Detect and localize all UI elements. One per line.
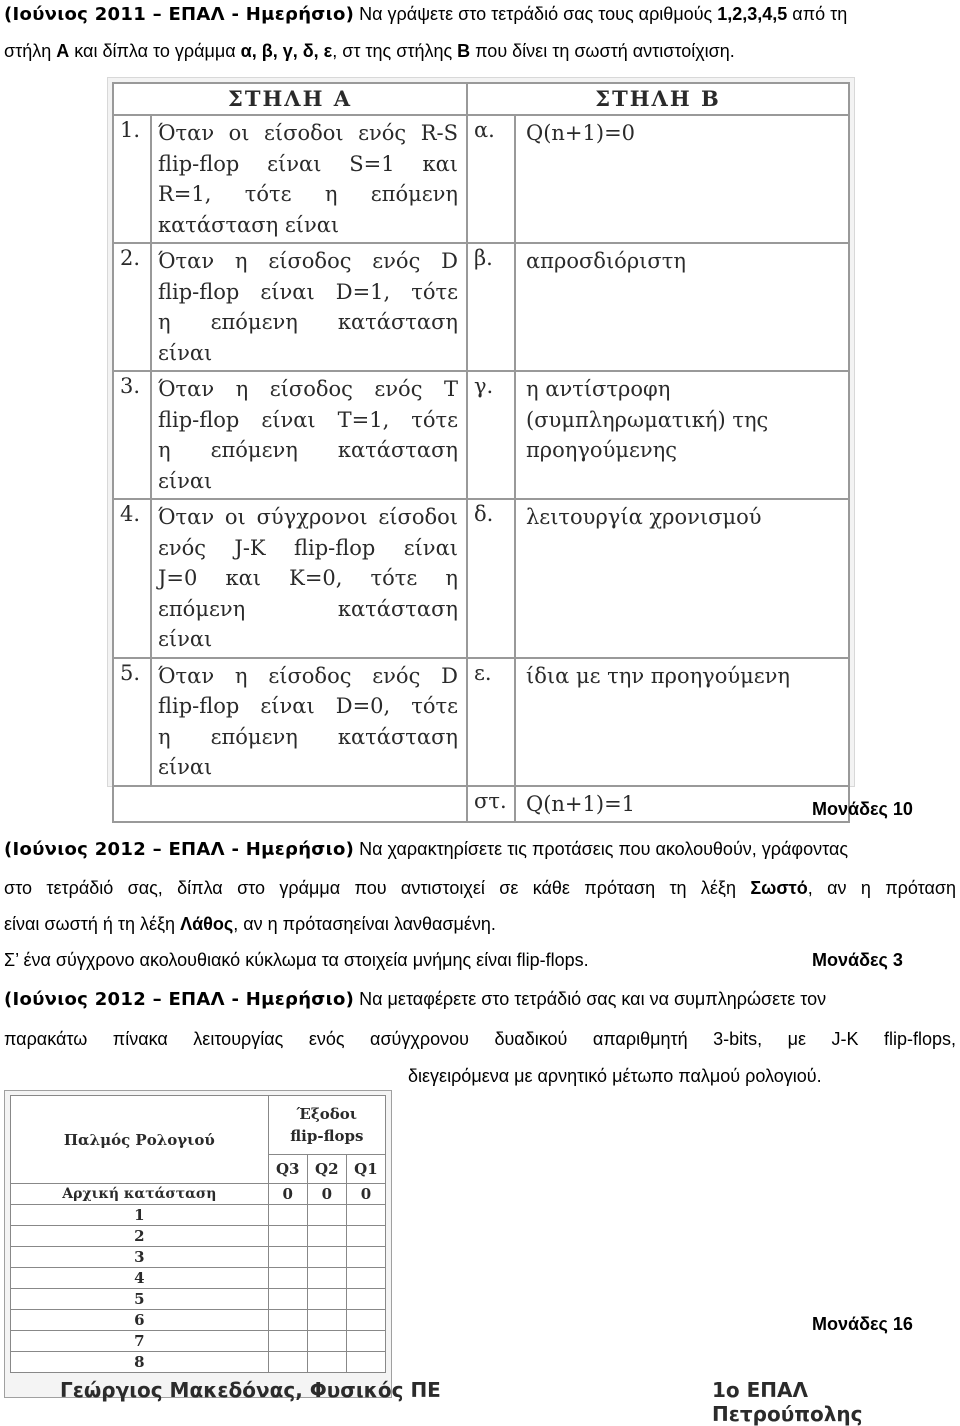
- q1-intro-line1: [4, 3, 956, 26]
- column-b-answer: [515, 115, 849, 243]
- empty-output-cell[interactable]: [268, 1352, 307, 1373]
- q3-intro-line1: [4, 988, 956, 1011]
- q2-intro-line2: [4, 877, 956, 899]
- matching-table: [107, 77, 855, 816]
- statement-line: flip-flop είναι D=1, τότε: [158, 279, 458, 304]
- q1-col-a: Α: [56, 41, 70, 61]
- column-a-statement: [151, 658, 467, 786]
- q3-points: Μονάδες 16: [812, 1314, 913, 1334]
- footer-school: 1ο ΕΠΑΛ Πετρούπολης: [712, 1378, 863, 1426]
- empty-output-cell[interactable]: [307, 1247, 346, 1268]
- word-correct: Σωστό: [750, 878, 808, 898]
- column-a-statement: [151, 371, 467, 499]
- empty-output-cell[interactable]: [307, 1268, 346, 1289]
- empty-output-cell[interactable]: [307, 1289, 346, 1310]
- row-letter: δ.: [467, 499, 515, 658]
- q3-text-a: Να μεταφέρετε στο τετράδιό σας και να συμπληρώσετε τον: [354, 989, 827, 1009]
- q2-text: , αν η πρόταση: [807, 878, 956, 898]
- pulse-number: 4: [11, 1268, 269, 1289]
- pulse-number: 5: [11, 1289, 269, 1310]
- pulse-row: [11, 1247, 386, 1268]
- empty-output-cell[interactable]: [307, 1226, 346, 1247]
- statement-line: ενός J-K flip-flop είναι: [158, 535, 458, 560]
- matching-row: [113, 499, 849, 658]
- empty-output-cell[interactable]: [268, 1226, 307, 1247]
- row-letter: στ.: [467, 786, 515, 823]
- statement-line: Όταν οι σύγχρονοι είσοδοι: [158, 505, 458, 529]
- matching-row: [113, 658, 849, 786]
- q1-text: που δίνει τη σωστή αντιστοίχιση.: [470, 41, 735, 61]
- q1-col-b: Β: [457, 41, 471, 61]
- column-a-header: ΣΤΗΛΗ Α: [113, 83, 467, 115]
- initial-q2: 0: [307, 1184, 346, 1205]
- answer-line: ίδια με την προηγούμενη: [526, 663, 791, 688]
- q3-intro-line3: διεγειρόμενα με αρνητικό μέτωπο παλμού ρολογιού.: [408, 1066, 822, 1086]
- footer-author: Γεώργιος Μακεδόνας, Φυσικός ΠΕ: [60, 1378, 441, 1402]
- pulse-row: [11, 1331, 386, 1352]
- empty-output-cell[interactable]: [346, 1310, 385, 1331]
- answer-line: λειτουργία χρονισμού: [526, 505, 762, 529]
- empty-output-cell[interactable]: [346, 1268, 385, 1289]
- word-wrong: Λάθος: [180, 914, 234, 934]
- column-a-statement: [151, 115, 467, 243]
- empty-output-cell[interactable]: [346, 1331, 385, 1352]
- empty-output-cell[interactable]: [307, 1352, 346, 1373]
- answer-line: Q(n+1)=0: [526, 121, 636, 145]
- initial-state-label: Αρχική κατάσταση: [11, 1184, 269, 1205]
- statement-line: flip-flop είναι S=1 και: [158, 151, 458, 176]
- empty-output-cell[interactable]: [268, 1268, 307, 1289]
- q2-text: είναι σωστή ή τη λέξη: [4, 914, 181, 934]
- statement-line: flip-flop είναι T=1, τότε: [158, 407, 458, 432]
- statement-line: είναι: [158, 627, 213, 651]
- q2-text: , αν η πρότασηείναι λανθασμένη.: [233, 914, 496, 934]
- q2-intro-line1: [4, 838, 956, 861]
- q1-header: (Ιούνιος 2011 – ΕΠΑΛ - Ημερήσιο): [4, 4, 355, 25]
- empty-output-cell[interactable]: [346, 1289, 385, 1310]
- statement-line: Όταν οι είσοδοι ενός R-S: [158, 121, 458, 145]
- matching-row: [113, 115, 849, 243]
- q1-text: και δίπλα το γράμμα: [69, 41, 241, 61]
- statement-line: επόμενη κατάσταση: [158, 596, 458, 621]
- row-letter: ε.: [467, 658, 515, 786]
- empty-output-cell[interactable]: [346, 1226, 385, 1247]
- outputs-header-line1: Έξοδοι: [296, 1105, 358, 1123]
- row-number: 2.: [113, 243, 151, 371]
- matching-row: [113, 243, 849, 371]
- initial-state-row: [11, 1184, 386, 1205]
- pulse-row: [11, 1310, 386, 1331]
- pulse-row: [11, 1289, 386, 1310]
- answer-line: απροσδιόριστη: [526, 249, 686, 273]
- pulse-number: 6: [11, 1310, 269, 1331]
- statement-line: J=0 και K=0, τότε η: [158, 566, 458, 590]
- empty-output-cell[interactable]: [346, 1247, 385, 1268]
- bit-header-q1: Q1: [346, 1155, 385, 1184]
- q1-numbers: 1,2,3,4,5: [717, 4, 788, 24]
- q3-intro-line2: παρακάτω πίνακα λειτουργίας ενός ασύγχρονου δυαδικού απαριθμητή 3-bits, με J-K flip-flops,: [4, 1029, 956, 1049]
- q1-instruction-a: Να γράψετε στο τετράδιό σας τους αριθμούς: [354, 4, 718, 24]
- empty-output-cell[interactable]: [346, 1205, 385, 1226]
- column-b-answer: Q(n+1)=1: [515, 786, 849, 823]
- counter-table: [4, 1090, 392, 1398]
- statement-line: είναι: [158, 755, 213, 779]
- empty-output-cell[interactable]: [307, 1310, 346, 1331]
- column-a-statement: [151, 499, 467, 658]
- pulse-row: [11, 1268, 386, 1289]
- answer-line: η αντίστροφη: [526, 377, 671, 401]
- q2-text: στο τετράδιό σας, δίπλα στο γράμμα που αντιστοιχεί σε κάθε πρόταση τη λέξη: [4, 878, 751, 898]
- empty-output-cell[interactable]: [268, 1247, 307, 1268]
- initial-q1: 0: [346, 1184, 385, 1205]
- statement-line: η επόμενη κατάσταση: [158, 438, 458, 462]
- pulse-number: 7: [11, 1331, 269, 1352]
- row-letter: β.: [467, 243, 515, 371]
- blank-cell: [113, 786, 467, 823]
- initial-q3: 0: [268, 1184, 307, 1205]
- empty-output-cell[interactable]: [268, 1331, 307, 1352]
- pulse-header: Παλμός Ρολογιού: [11, 1096, 269, 1184]
- column-b-answer: [515, 371, 849, 499]
- bit-header-q2: Q2: [307, 1155, 346, 1184]
- q2-text-a: Να χαρακτηρίσετε τις προτάσεις που ακολουθούν, γράφοντας: [354, 839, 849, 859]
- statement-line: flip-flop είναι D=0, τότε: [158, 694, 458, 718]
- empty-output-cell[interactable]: [268, 1289, 307, 1310]
- statement-line: η επόμενη κατάσταση: [158, 310, 458, 334]
- statement-line: Όταν η είσοδος ενός D: [158, 249, 458, 273]
- column-b-answer: [515, 658, 849, 786]
- q1-text: , στ της στήλης: [332, 41, 458, 61]
- outputs-header-line2: flip-flops: [290, 1127, 364, 1145]
- statement-line: είναι: [158, 340, 213, 365]
- q1-letters: α, β, γ, δ, ε: [240, 41, 333, 61]
- q3-header: (Ιούνιος 2012 – ΕΠΑΛ - Ημερήσιο): [4, 989, 355, 1010]
- statement-line: είναι: [158, 468, 213, 493]
- counter-table-body: [11, 1184, 386, 1373]
- answer-line: προηγούμενης: [526, 438, 677, 462]
- empty-output-cell[interactable]: [346, 1352, 385, 1373]
- column-b-answer: [515, 499, 849, 658]
- pulse-number: 3: [11, 1247, 269, 1268]
- answer-line: (συμπληρωματική) της: [526, 407, 769, 432]
- column-b-answer: [515, 243, 849, 371]
- pulse-number: 1: [11, 1205, 269, 1226]
- empty-output-cell[interactable]: [307, 1331, 346, 1352]
- statement-line: R=1, τότε η επόμενη: [158, 182, 458, 206]
- outputs-header: [268, 1096, 385, 1155]
- pulse-row: [11, 1205, 386, 1226]
- row-number: 3.: [113, 371, 151, 499]
- matching-row-extra: [113, 786, 849, 823]
- q1-intro-line2: [4, 40, 956, 62]
- q2-header: (Ιούνιος 2012 – ΕΠΑΛ - Ημερήσιο): [4, 839, 355, 860]
- row-number: 5.: [113, 658, 151, 786]
- empty-output-cell[interactable]: [268, 1205, 307, 1226]
- matching-row: [113, 371, 849, 499]
- row-number: 1.: [113, 115, 151, 243]
- statement-line: κατάσταση είναι: [158, 212, 340, 237]
- row-letter: γ.: [467, 371, 515, 499]
- q1-text: στήλη: [4, 41, 57, 61]
- empty-output-cell[interactable]: [307, 1205, 346, 1226]
- statement-line: Όταν η είσοδος ενός T: [158, 377, 458, 401]
- q1-instruction-b: από τη: [787, 4, 848, 24]
- column-a-statement: [151, 243, 467, 371]
- pulse-number: 8: [11, 1352, 269, 1373]
- q2-intro-line3: [4, 913, 956, 935]
- q2-points: Μονάδες 3: [812, 950, 903, 970]
- matching-table-body: [113, 115, 849, 822]
- statement-line: η επόμενη κατάσταση: [158, 724, 458, 749]
- column-b-header: ΣΤΗΛΗ Β: [467, 83, 849, 115]
- row-letter: α.: [467, 115, 515, 243]
- pulse-row: [11, 1352, 386, 1373]
- row-number: 4.: [113, 499, 151, 658]
- q2-statement: Σ’ ένα σύγχρονο ακολουθιακό κύκλωμα τα στοιχεία μνήμης είναι flip-flops.: [4, 950, 589, 970]
- pulse-number: 2: [11, 1226, 269, 1247]
- q1-points: Μονάδες 10: [812, 799, 913, 819]
- empty-output-cell[interactable]: [268, 1310, 307, 1331]
- statement-line: Όταν η είσοδος ενός D: [158, 663, 458, 688]
- bit-header-q3: Q3: [268, 1155, 307, 1184]
- pulse-row: [11, 1226, 386, 1247]
